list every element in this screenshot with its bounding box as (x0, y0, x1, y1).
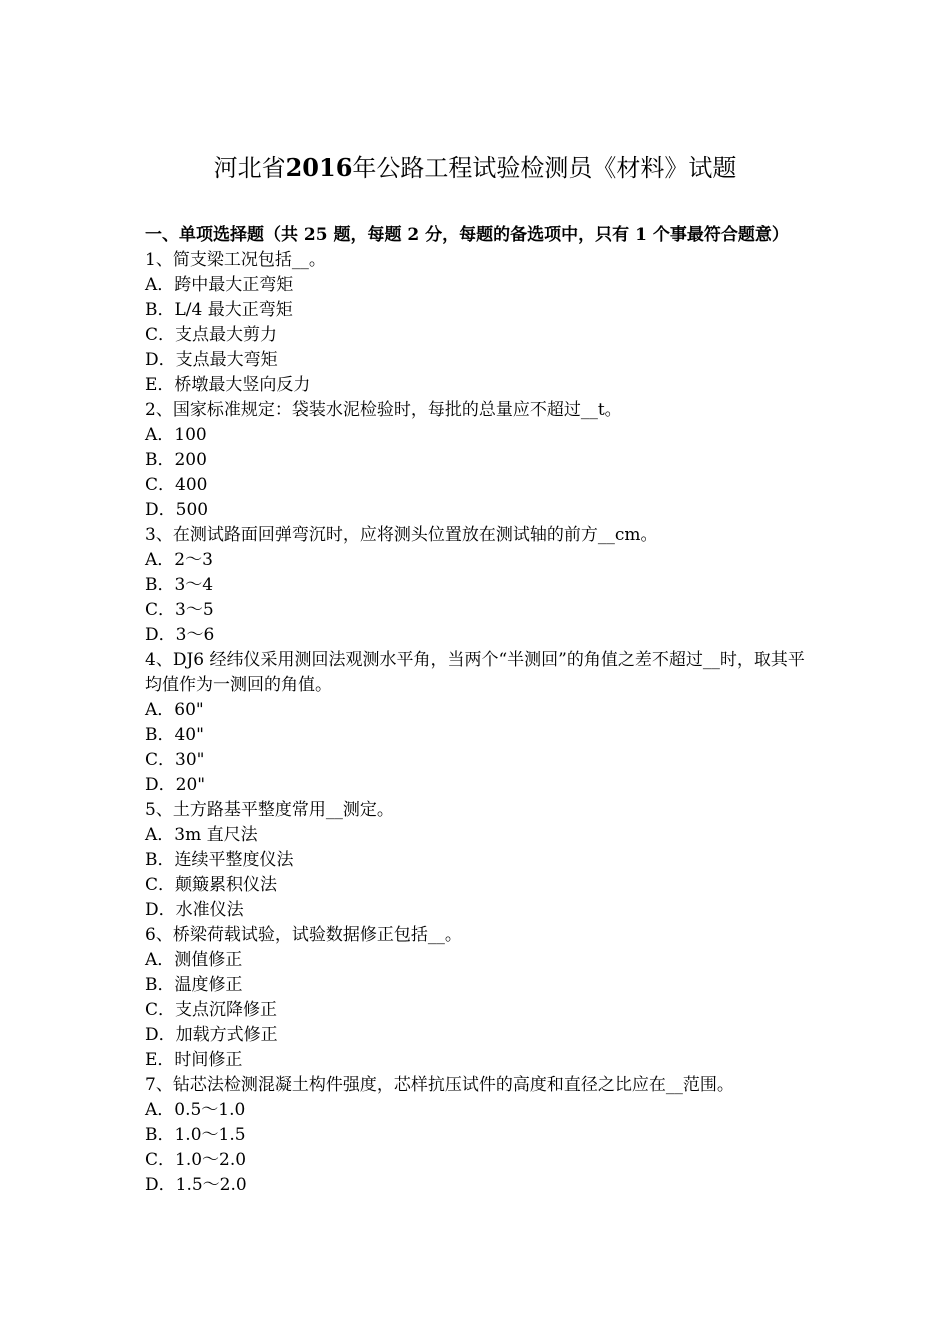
question-option: B．温度修正 (145, 975, 243, 995)
document-title (0, 150, 950, 186)
question-option: C．支点沉降修正 (145, 1000, 278, 1020)
question-option: B．40" (145, 725, 204, 745)
question-stem: 2、国家标准规定：袋装水泥检验时，每批的总量应不超过__t。 (145, 400, 622, 420)
section-heading: 一、单项选择题（共 25 题，每题 2 分，每题的备选项中，只有 1 个事最符合题意） (145, 225, 789, 245)
question-option: A．跨中最大正弯矩 (145, 275, 294, 295)
question-stem: 4、DJ6 经纬仪采用测回法观测水平角，当两个“半测回”的角值之差不超过__时，取其平均值作为一测回的角值。 (145, 650, 805, 695)
question-stem: 5、土方路基平整度常用__测定。 (145, 800, 394, 820)
question-option: D．水准仪法 (145, 900, 244, 920)
question-option: D．500 (145, 500, 209, 520)
question-option: C．颠簸累积仪法 (145, 875, 278, 895)
question-option: A．3m 直尺法 (145, 825, 258, 845)
question-option: A．测值修正 (145, 950, 243, 970)
question-stem: 6、桥梁荷载试验，试验数据修正包括__。 (145, 925, 462, 945)
question-option: C．400 (145, 475, 208, 495)
question-option: A．0.5～1.0 (145, 1100, 246, 1120)
title-year: 2016 (285, 153, 353, 182)
question-stem: 3、在测试路面回弹弯沉时，应将测头位置放在测试轴的前方__cm。 (145, 525, 658, 545)
question-option: C．3～5 (145, 600, 214, 620)
question-list (145, 223, 810, 1198)
question-option: D．加载方式修正 (145, 1025, 278, 1045)
question-option: C．30" (145, 750, 205, 770)
question-option: B．200 (145, 450, 207, 470)
title-prefix: 河北省 (213, 154, 286, 182)
title-suffix: 年公路工程试验检测员《材料》试题 (352, 154, 737, 182)
question-option: A．100 (145, 425, 207, 445)
question-stem: 7、钻芯法检测混凝土构件强度，芯样抗压试件的高度和直径之比应在__范围。 (145, 1075, 734, 1095)
question-option: E．桥墩最大竖向反力 (145, 375, 311, 395)
question-option: D．支点最大弯矩 (145, 350, 278, 370)
question-option: B．3～4 (145, 575, 214, 595)
question-option: A．60" (145, 700, 204, 720)
question-option: B．1.0～1.5 (145, 1125, 246, 1145)
question-option: B．L/4 最大正弯矩 (145, 300, 293, 320)
question-option: D．1.5～2.0 (145, 1175, 247, 1195)
question-option: B．连续平整度仪法 (145, 850, 294, 870)
question-option: A．2～3 (145, 550, 213, 570)
question-option: E．时间修正 (145, 1050, 243, 1070)
question-option: D．20" (145, 775, 206, 795)
question-stem: 1、简支梁工况包括__。 (145, 250, 326, 270)
question-option: D．3～6 (145, 625, 215, 645)
question-option: C．支点最大剪力 (145, 325, 278, 345)
question-option: C．1.0～2.0 (145, 1150, 247, 1170)
